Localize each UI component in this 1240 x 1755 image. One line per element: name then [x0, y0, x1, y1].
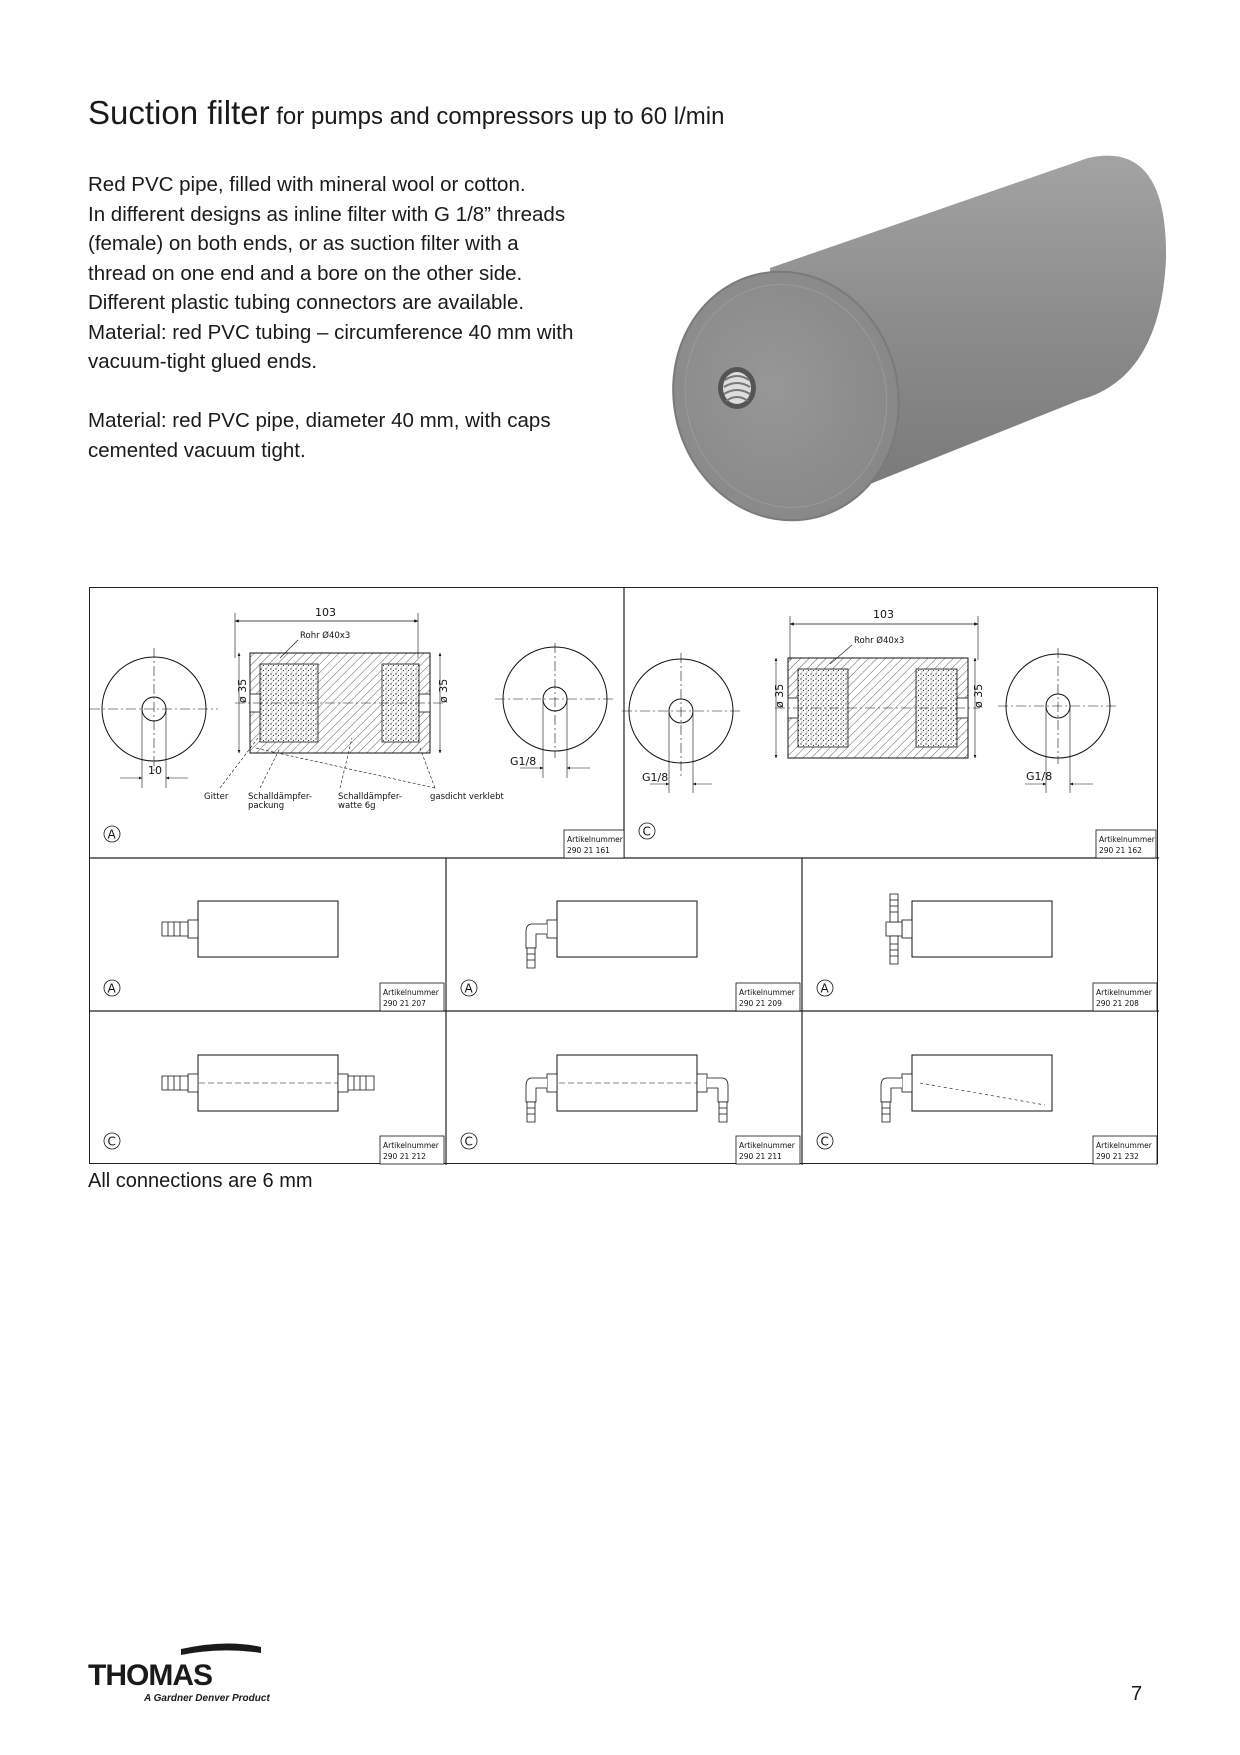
threaded-bore-icon: [718, 367, 756, 409]
diameter-right: ø 35: [437, 678, 450, 703]
brand-tagline: A Gardner Denver Product: [144, 1693, 270, 1704]
technical-drawings: [89, 587, 1158, 1164]
product-photo: [620, 150, 1180, 540]
thread-left: G1/8: [642, 771, 669, 784]
length-dimension: 103: [873, 608, 894, 621]
bore-dimension: 10: [148, 764, 162, 777]
description-line: Different plastic tubing connectors are available.: [88, 291, 525, 314]
page-title-main: Suction filter: [88, 94, 270, 131]
art-label: Artikelnummer: [567, 835, 623, 844]
drawing-canvas: [90, 588, 1159, 1165]
variant-cell: [461, 1055, 800, 1164]
callout-glued: gasdicht verklebt: [430, 792, 504, 802]
art-label: Artikelnummer: [383, 988, 439, 997]
variant-cell: [104, 901, 444, 1011]
paragraph-gap: [88, 377, 648, 407]
callout-wool-1: Schalldämpfer-: [338, 792, 402, 802]
art-label: Artikelnummer: [739, 1141, 795, 1150]
art-number: 290 21 209: [739, 999, 782, 1008]
description-line: vacuum-tight glued ends.: [88, 350, 318, 373]
variant-letter: A: [107, 981, 116, 996]
variant-cell: [817, 894, 1157, 1011]
variant-cell: [817, 1055, 1157, 1164]
variant-letter: C: [820, 1134, 829, 1149]
callout-packing-2: packung: [248, 801, 285, 811]
art-number: 290 21 211: [739, 1152, 782, 1161]
description-line: cemented vacuum tight.: [88, 438, 306, 462]
callout-packing-1: Schalldämpfer-: [248, 792, 312, 802]
description-line: Material: red PVC pipe, diameter 40 mm, with caps: [88, 409, 551, 432]
art-number: 290 21 212: [383, 1152, 426, 1161]
variant-cell: [461, 901, 800, 1011]
art-label: Artikelnummer: [1099, 835, 1155, 844]
diameter-left: ø 35: [236, 678, 249, 703]
art-number: 290 21 208: [1096, 999, 1139, 1008]
page-title: [88, 94, 724, 132]
pipe-label: Rohr Ø40x3: [854, 636, 905, 646]
description-line: thread on one end and a bore on the other side.: [88, 261, 523, 285]
art-number: 290 21 161: [567, 846, 610, 855]
variant-letter: A: [820, 981, 829, 996]
description-line: In different designs as inline filter with G 1/8” threads: [88, 202, 566, 226]
page-number: 7: [1131, 1683, 1143, 1705]
page-title-sub: for pumps and compressors up to 60 l/min: [269, 103, 725, 130]
callout-wool-2: watte 6g: [338, 801, 376, 811]
description-line: Material: red PVC tubing – circumference 40 mm with: [88, 320, 574, 344]
description-line: (female) on both ends, or as suction filter with a: [88, 232, 519, 255]
pipe-label: Rohr Ø40x3: [300, 631, 351, 641]
variant-letter: C: [464, 1134, 473, 1149]
art-label: Artikelnummer: [383, 1141, 439, 1150]
thomas-logo: [86, 1641, 276, 1711]
variant-letter: A: [107, 827, 116, 842]
diameter-right: ø 35: [972, 683, 985, 708]
variant-letter: A: [464, 981, 473, 996]
art-number: 290 21 162: [1099, 846, 1142, 855]
variant-cell: [104, 1055, 444, 1164]
thread-right: G1/8: [1026, 770, 1053, 783]
connections-note: All connections are 6 mm: [88, 1170, 313, 1192]
variant-letter: C: [107, 1134, 116, 1149]
drawing-c: [622, 608, 1156, 858]
product-description: [88, 170, 648, 465]
thread-label: G1/8: [510, 755, 537, 768]
brand-name: THOMAS: [88, 1659, 212, 1692]
art-label: Artikelnummer: [1096, 1141, 1152, 1150]
length-dimension: 103: [315, 606, 336, 619]
art-number: 290 21 232: [1096, 1152, 1139, 1161]
drawing-a: [90, 606, 624, 858]
callout-gitter: Gitter: [204, 792, 229, 802]
diameter-left: ø 35: [773, 683, 786, 708]
art-number: 290 21 207: [383, 999, 426, 1008]
art-label: Artikelnummer: [1096, 988, 1152, 997]
description-line: Red PVC pipe, filled with mineral wool or cotton.: [88, 173, 526, 196]
art-label: Artikelnummer: [739, 988, 795, 997]
variant-letter: C: [642, 824, 651, 839]
